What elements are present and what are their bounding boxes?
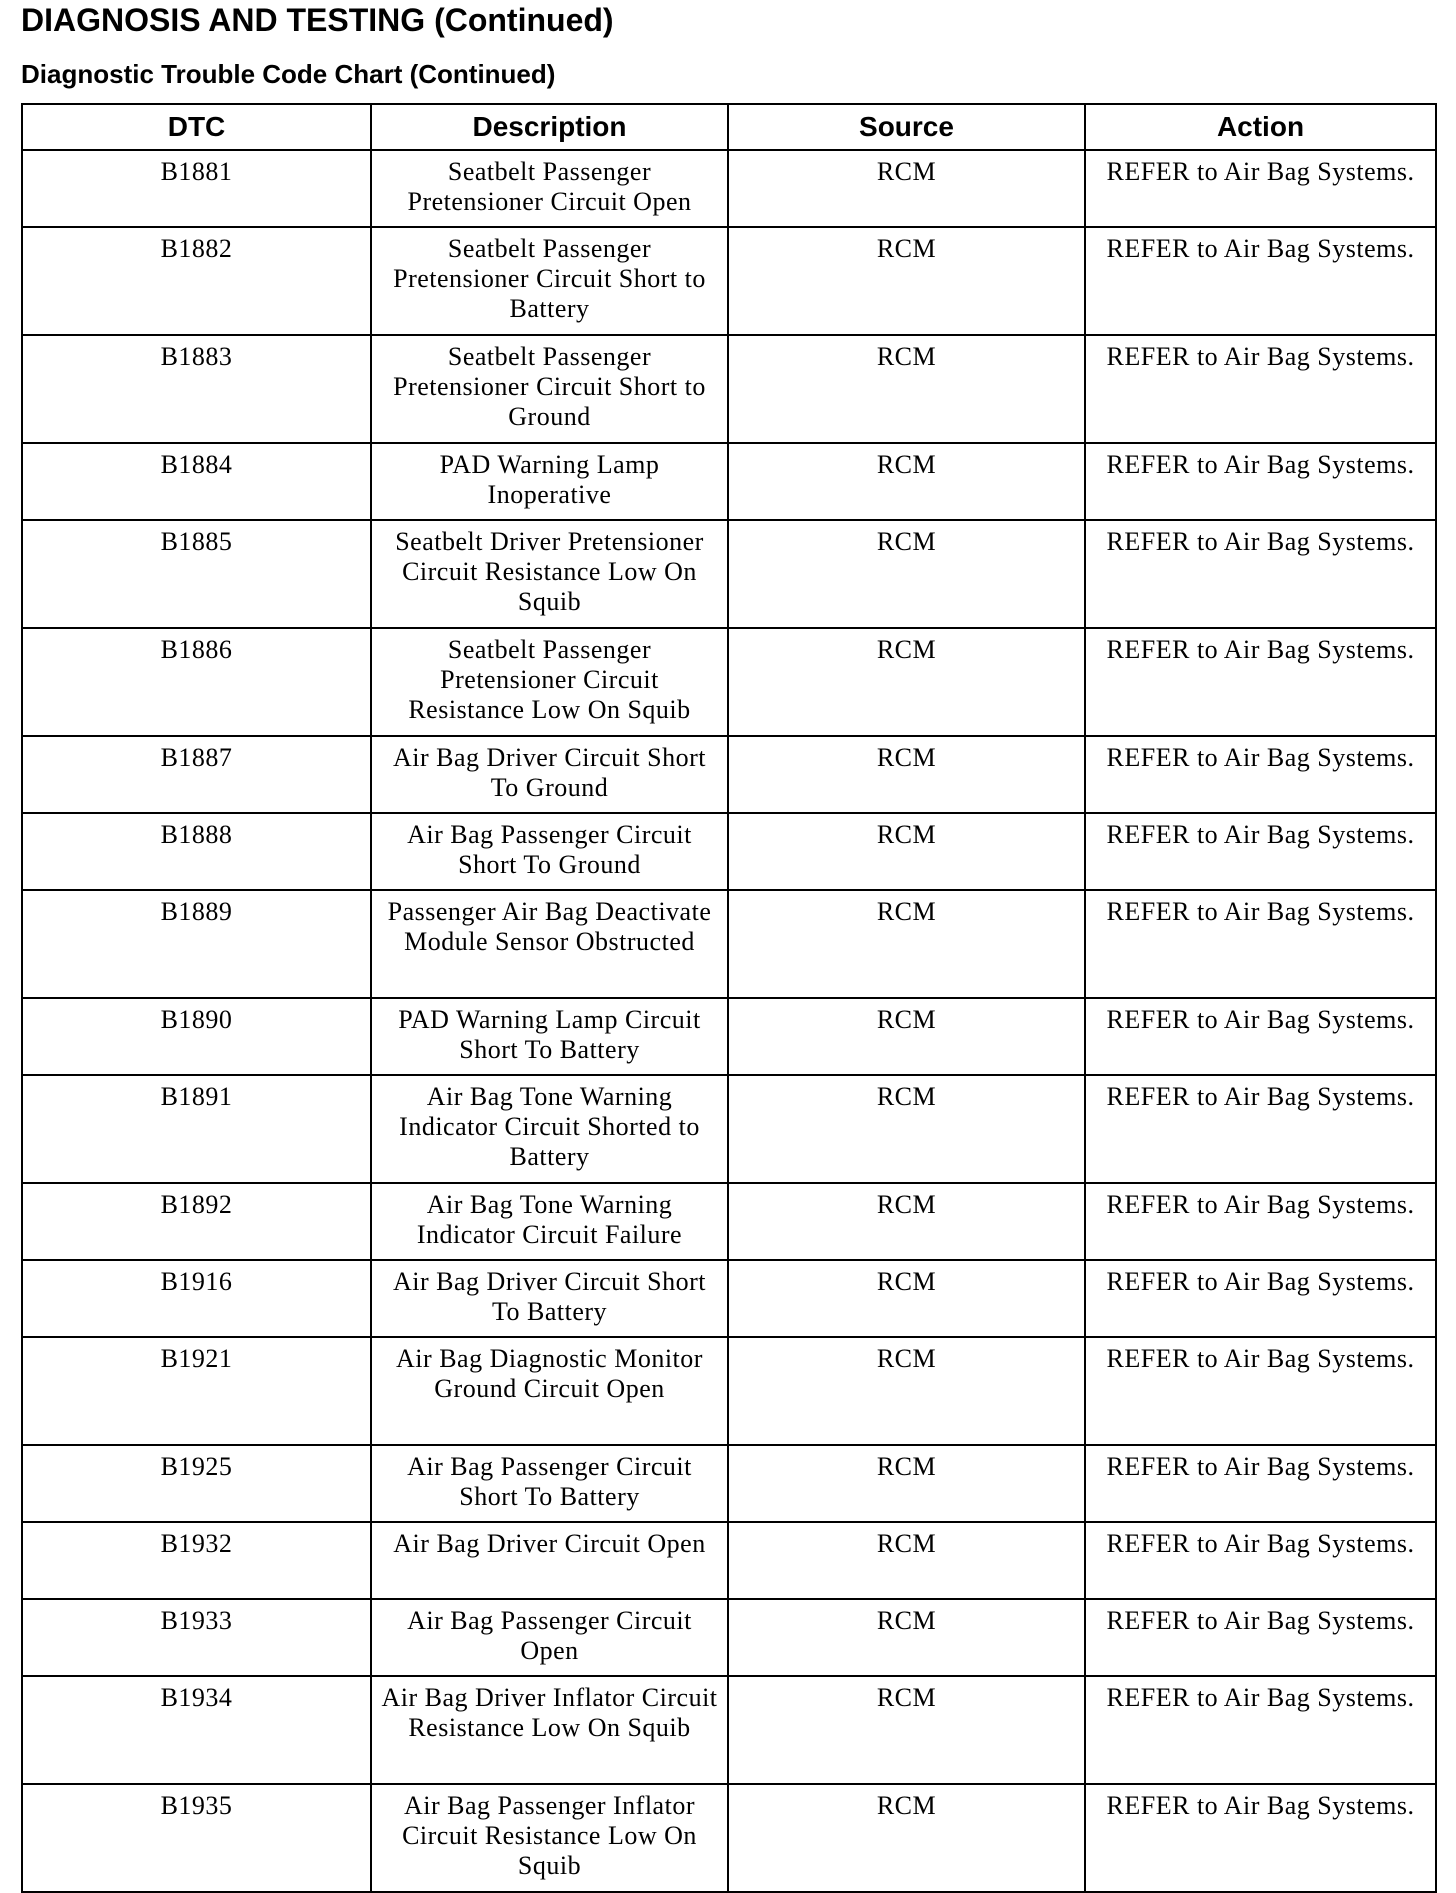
- cell-action: REFER to Air Bag Systems.: [1085, 443, 1436, 520]
- cell-dtc-code: B1883: [22, 335, 371, 443]
- column-header-description: Description: [371, 104, 728, 150]
- cell-dtc-code: B1882: [22, 227, 371, 335]
- table-row: [22, 628, 1436, 736]
- cell-dtc-code: B1891: [22, 1075, 371, 1183]
- cell-dtc-code: B1932: [22, 1522, 371, 1599]
- column-header-action: Action: [1085, 104, 1436, 150]
- cell-description: Passenger Air Bag Deactivate Module Sensor Obstructed: [371, 890, 728, 998]
- cell-description: Seatbelt Passenger Pretensioner Circuit Open: [371, 150, 728, 227]
- table-row: [22, 1676, 1436, 1784]
- cell-source: RCM: [728, 890, 1085, 998]
- table-row: [22, 1784, 1436, 1892]
- cell-action: REFER to Air Bag Systems.: [1085, 1260, 1436, 1337]
- table-row: [22, 227, 1436, 335]
- cell-description: Air Bag Diagnostic Monitor Ground Circuit Open: [371, 1337, 728, 1445]
- cell-source: RCM: [728, 736, 1085, 813]
- cell-action: REFER to Air Bag Systems.: [1085, 736, 1436, 813]
- cell-description: Seatbelt Passenger Pretensioner Circuit Short to Ground: [371, 335, 728, 443]
- table-row: [22, 335, 1436, 443]
- cell-action: REFER to Air Bag Systems.: [1085, 520, 1436, 628]
- table-row: [22, 890, 1436, 998]
- cell-action: REFER to Air Bag Systems.: [1085, 1784, 1436, 1892]
- table-row: [22, 1445, 1436, 1522]
- cell-description: Air Bag Driver Circuit Short To Battery: [371, 1260, 728, 1337]
- cell-description: Air Bag Driver Circuit Open: [371, 1522, 728, 1599]
- table-row: [22, 736, 1436, 813]
- table-body: [22, 150, 1436, 1892]
- table-row: [22, 1075, 1436, 1183]
- cell-action: REFER to Air Bag Systems.: [1085, 1075, 1436, 1183]
- cell-source: RCM: [728, 628, 1085, 736]
- cell-source: RCM: [728, 1445, 1085, 1522]
- cell-dtc-code: B1889: [22, 890, 371, 998]
- cell-dtc-code: B1888: [22, 813, 371, 890]
- cell-dtc-code: B1885: [22, 520, 371, 628]
- cell-source: RCM: [728, 813, 1085, 890]
- cell-description: PAD Warning Lamp Circuit Short To Battery: [371, 998, 728, 1075]
- cell-dtc-code: B1934: [22, 1676, 371, 1784]
- cell-action: REFER to Air Bag Systems.: [1085, 1676, 1436, 1784]
- cell-action: REFER to Air Bag Systems.: [1085, 1337, 1436, 1445]
- cell-description: PAD Warning Lamp Inoperative: [371, 443, 728, 520]
- table-row: [22, 998, 1436, 1075]
- column-header-dtc: DTC: [22, 104, 371, 150]
- cell-description: Seatbelt Passenger Pretensioner Circuit Short to Battery: [371, 227, 728, 335]
- cell-source: RCM: [728, 443, 1085, 520]
- cell-description: Air Bag Driver Circuit Short To Ground: [371, 736, 728, 813]
- table-header-row: [22, 104, 1436, 150]
- section-subtitle: Diagnostic Trouble Code Chart (Continued): [21, 59, 556, 89]
- table-row: [22, 443, 1436, 520]
- table-row: [22, 1260, 1436, 1337]
- cell-source: RCM: [728, 998, 1085, 1075]
- table-row: [22, 520, 1436, 628]
- cell-source: RCM: [728, 1599, 1085, 1676]
- cell-description: Air Bag Passenger Circuit Short To Battery: [371, 1445, 728, 1522]
- table-row: [22, 813, 1436, 890]
- document-page: [21, 0, 1435, 1880]
- cell-action: REFER to Air Bag Systems.: [1085, 1599, 1436, 1676]
- cell-source: RCM: [728, 1260, 1085, 1337]
- cell-dtc-code: B1886: [22, 628, 371, 736]
- cell-dtc-code: B1925: [22, 1445, 371, 1522]
- cell-description: Air Bag Tone Warning Indicator Circuit Shorted to Battery: [371, 1075, 728, 1183]
- cell-dtc-code: B1881: [22, 150, 371, 227]
- cell-action: REFER to Air Bag Systems.: [1085, 890, 1436, 998]
- cell-description: Air Bag Driver Inflator Circuit Resistance Low On Squib: [371, 1676, 728, 1784]
- cell-description: Air Bag Passenger Inflator Circuit Resistance Low On Squib: [371, 1784, 728, 1892]
- cell-dtc-code: B1933: [22, 1599, 371, 1676]
- cell-dtc-code: B1890: [22, 998, 371, 1075]
- cell-action: REFER to Air Bag Systems.: [1085, 227, 1436, 335]
- cell-action: REFER to Air Bag Systems.: [1085, 335, 1436, 443]
- cell-source: RCM: [728, 1337, 1085, 1445]
- cell-description: Seatbelt Passenger Pretensioner Circuit Resistance Low On Squib: [371, 628, 728, 736]
- cell-source: RCM: [728, 1075, 1085, 1183]
- cell-dtc-code: B1935: [22, 1784, 371, 1892]
- cell-action: REFER to Air Bag Systems.: [1085, 998, 1436, 1075]
- cell-source: RCM: [728, 1784, 1085, 1892]
- cell-dtc-code: B1916: [22, 1260, 371, 1337]
- cell-action: REFER to Air Bag Systems.: [1085, 1183, 1436, 1260]
- cell-action: REFER to Air Bag Systems.: [1085, 813, 1436, 890]
- cell-action: REFER to Air Bag Systems.: [1085, 150, 1436, 227]
- cell-action: REFER to Air Bag Systems.: [1085, 1445, 1436, 1522]
- dtc-table: [21, 103, 1437, 1893]
- cell-description: Air Bag Tone Warning Indicator Circuit Failure: [371, 1183, 728, 1260]
- cell-action: REFER to Air Bag Systems.: [1085, 1522, 1436, 1599]
- cell-dtc-code: B1892: [22, 1183, 371, 1260]
- cell-dtc-code: B1884: [22, 443, 371, 520]
- cell-source: RCM: [728, 1522, 1085, 1599]
- cell-dtc-code: B1887: [22, 736, 371, 813]
- cell-dtc-code: B1921: [22, 1337, 371, 1445]
- table-row: [22, 1183, 1436, 1260]
- cell-source: RCM: [728, 150, 1085, 227]
- cell-description: Air Bag Passenger Circuit Short To Ground: [371, 813, 728, 890]
- cell-description: Air Bag Passenger Circuit Open: [371, 1599, 728, 1676]
- cell-source: RCM: [728, 1183, 1085, 1260]
- column-header-source: Source: [728, 104, 1085, 150]
- cell-source: RCM: [728, 520, 1085, 628]
- cell-source: RCM: [728, 227, 1085, 335]
- table-row: [22, 1599, 1436, 1676]
- table-row: [22, 150, 1436, 227]
- cell-description: Seatbelt Driver Pretensioner Circuit Resistance Low On Squib: [371, 520, 728, 628]
- page-title: DIAGNOSIS AND TESTING (Continued): [21, 2, 614, 38]
- table-row: [22, 1522, 1436, 1599]
- cell-source: RCM: [728, 335, 1085, 443]
- cell-source: RCM: [728, 1676, 1085, 1784]
- cell-action: REFER to Air Bag Systems.: [1085, 628, 1436, 736]
- table-row: [22, 1337, 1436, 1445]
